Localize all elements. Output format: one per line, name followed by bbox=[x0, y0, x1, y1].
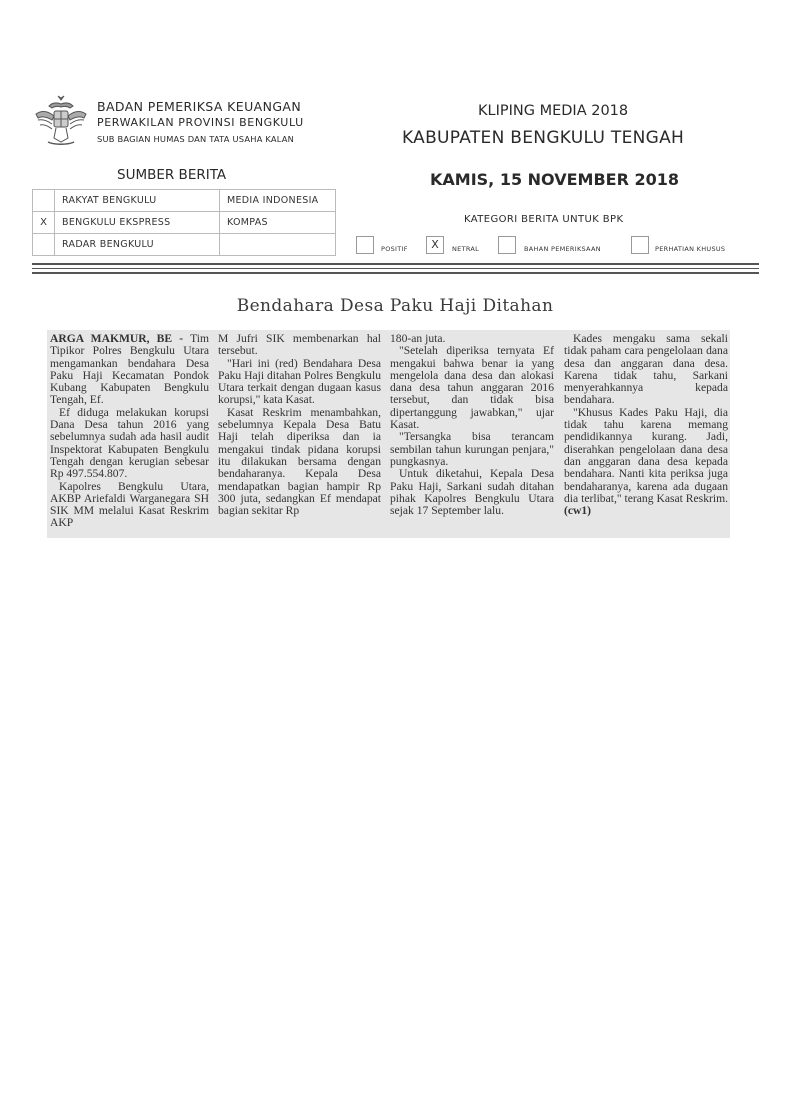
sumber-mark: X bbox=[33, 212, 55, 234]
article-column-3 bbox=[390, 333, 554, 517]
article-signature: (cw1) bbox=[564, 504, 592, 518]
kategori-label-perhatian: PERHATIAN KHUSUS bbox=[655, 245, 726, 253]
org-name: BADAN PEMERIKSA KEUANGAN bbox=[97, 99, 302, 114]
article-dateline: ARGA MAKMUR, BE - bbox=[50, 332, 184, 345]
sumber-mark bbox=[33, 190, 55, 212]
kategori-label-bahan: BAHAN PEMERIKSAAN bbox=[524, 245, 601, 253]
sumber-title: SUMBER BERITA bbox=[117, 167, 227, 183]
article-paragraph: "Tersangka bisa terancam sembilan tahun kurungan penjara," pungkasnya. bbox=[390, 430, 554, 468]
article-paragraph: "Hari ini (red) Bendahara Desa Paku Haji ditahan Polres Bengkulu Utara terkait dengan dugaan kasus korupsi," kata Kasat. bbox=[218, 356, 381, 407]
sumber-row bbox=[33, 234, 336, 256]
sumber-table bbox=[32, 189, 336, 256]
article-column-1 bbox=[50, 333, 209, 530]
sumber-source: MEDIA INDONESIA bbox=[220, 190, 336, 212]
kategori-title: KATEGORI BERITA UNTUK BPK bbox=[464, 214, 624, 225]
article-headline: Bendahara Desa Paku Haji Ditahan bbox=[236, 296, 554, 316]
clipping-date: KAMIS, 15 NOVEMBER 2018 bbox=[430, 170, 680, 189]
separator-rule bbox=[32, 263, 759, 265]
kategori-checkbox-perhatian bbox=[631, 236, 649, 254]
kategori-checkbox-positif bbox=[356, 236, 374, 254]
kategori-checkbox-bahan bbox=[498, 236, 516, 254]
org-branch: PERWAKILAN PROVINSI BENGKULU bbox=[97, 116, 304, 129]
article-paragraph: Kasat Reskrim menambahkan, sebelumnya Kepala Desa Batu Haji telah diperiksa dan ia mengakui tindak pidana korupsi itu dilakukan bersama dengan bendaharanya. Kepala Desa mendapatkan bagian hampir Rp 300 juta, sedangkan Ef mendapat bagian sekitar Rp bbox=[218, 405, 381, 518]
article-paragraph: Ef diduga melakukan korupsi Dana Desa tahun 2016 yang sebelumnya sudah ada hasil audit Inspektorat Kabupaten Bengkulu Tengah dengan kerugian sebesar Rp 497.554.807. bbox=[50, 405, 209, 481]
sumber-source: BENGKULU EKSPRESS bbox=[55, 212, 220, 234]
sumber-source: KOMPAS bbox=[220, 212, 336, 234]
article-paragraph: "Khusus Kades Paku Haji, dia tidak tahu karena memang pendidikannya kurang. Jadi, diserahkan pengelolaan dana desa dan anggaran dana desa kepada bendahara. Nanti kita periksa juga bendaharanya, karena ada dugaan dia terlibat," terang Kasat Reskrim. bbox=[564, 405, 728, 505]
article-paragraph: Kades mengaku sama sekali tidak paham cara pengelolaan dana desa dan anggaran dana desa. Karena tidak tahu, Sarkani menyerahkannya kepada bendahara. bbox=[564, 332, 728, 407]
org-subdivision: SUB BAGIAN HUMAS DAN TATA USAHA KALAN bbox=[97, 134, 295, 144]
article-column-2 bbox=[218, 333, 381, 517]
article-paragraph: M Jufri SIK membenarkan hal tersebut. bbox=[218, 332, 381, 358]
article-paragraph: 180-an juta. bbox=[390, 332, 446, 345]
sumber-source bbox=[220, 234, 336, 256]
article-column-4 bbox=[564, 333, 728, 517]
article-paragraph: Kapolres Bengkulu Utara, AKBP Ariefaldi Warganegara SH SIK MM melalui Kasat Reskrim AKP bbox=[50, 479, 209, 530]
kliping-title: KLIPING MEDIA 2018 bbox=[478, 103, 629, 119]
separator-rule bbox=[32, 268, 759, 269]
kategori-label-positif: POSITIF bbox=[381, 245, 408, 253]
separator-rule bbox=[32, 272, 759, 274]
kategori-label-netral: NETRAL bbox=[452, 245, 480, 253]
sumber-source: RADAR BENGKULU bbox=[55, 234, 220, 256]
sumber-source: RAKYAT BENGKULU bbox=[55, 190, 220, 212]
kabupaten-title: KABUPATEN BENGKULU TENGAH bbox=[402, 128, 685, 148]
article-paragraph: Tim Tipikor Polres Bengkulu Utara mengamankan bendahara Desa Paku Haji Kecamatan Pondok Kubang Kabupaten Bengkulu Tengah, Ef. bbox=[50, 332, 209, 407]
sumber-mark bbox=[33, 234, 55, 256]
kategori-checkbox-netral: X bbox=[426, 236, 444, 254]
article-paragraph: "Setelah diperiksa ternyata Ef mengakui bahwa benar ia yang mengelola dana desa dan alokasi dana desa tahun anggaran 2016 tersebut, dan tidak bisa dipertanggung jawabkan," ujar Kasat. bbox=[390, 344, 554, 432]
article-paragraph: Untuk diketahui, Kepala Desa Paku Haji, Sarkani sudah ditahan pihak Kapolres Bengkulu Utara sejak 17 September lalu. bbox=[390, 467, 554, 518]
sumber-row bbox=[33, 190, 336, 212]
sumber-row bbox=[33, 212, 336, 234]
garuda-emblem-icon bbox=[32, 94, 90, 150]
